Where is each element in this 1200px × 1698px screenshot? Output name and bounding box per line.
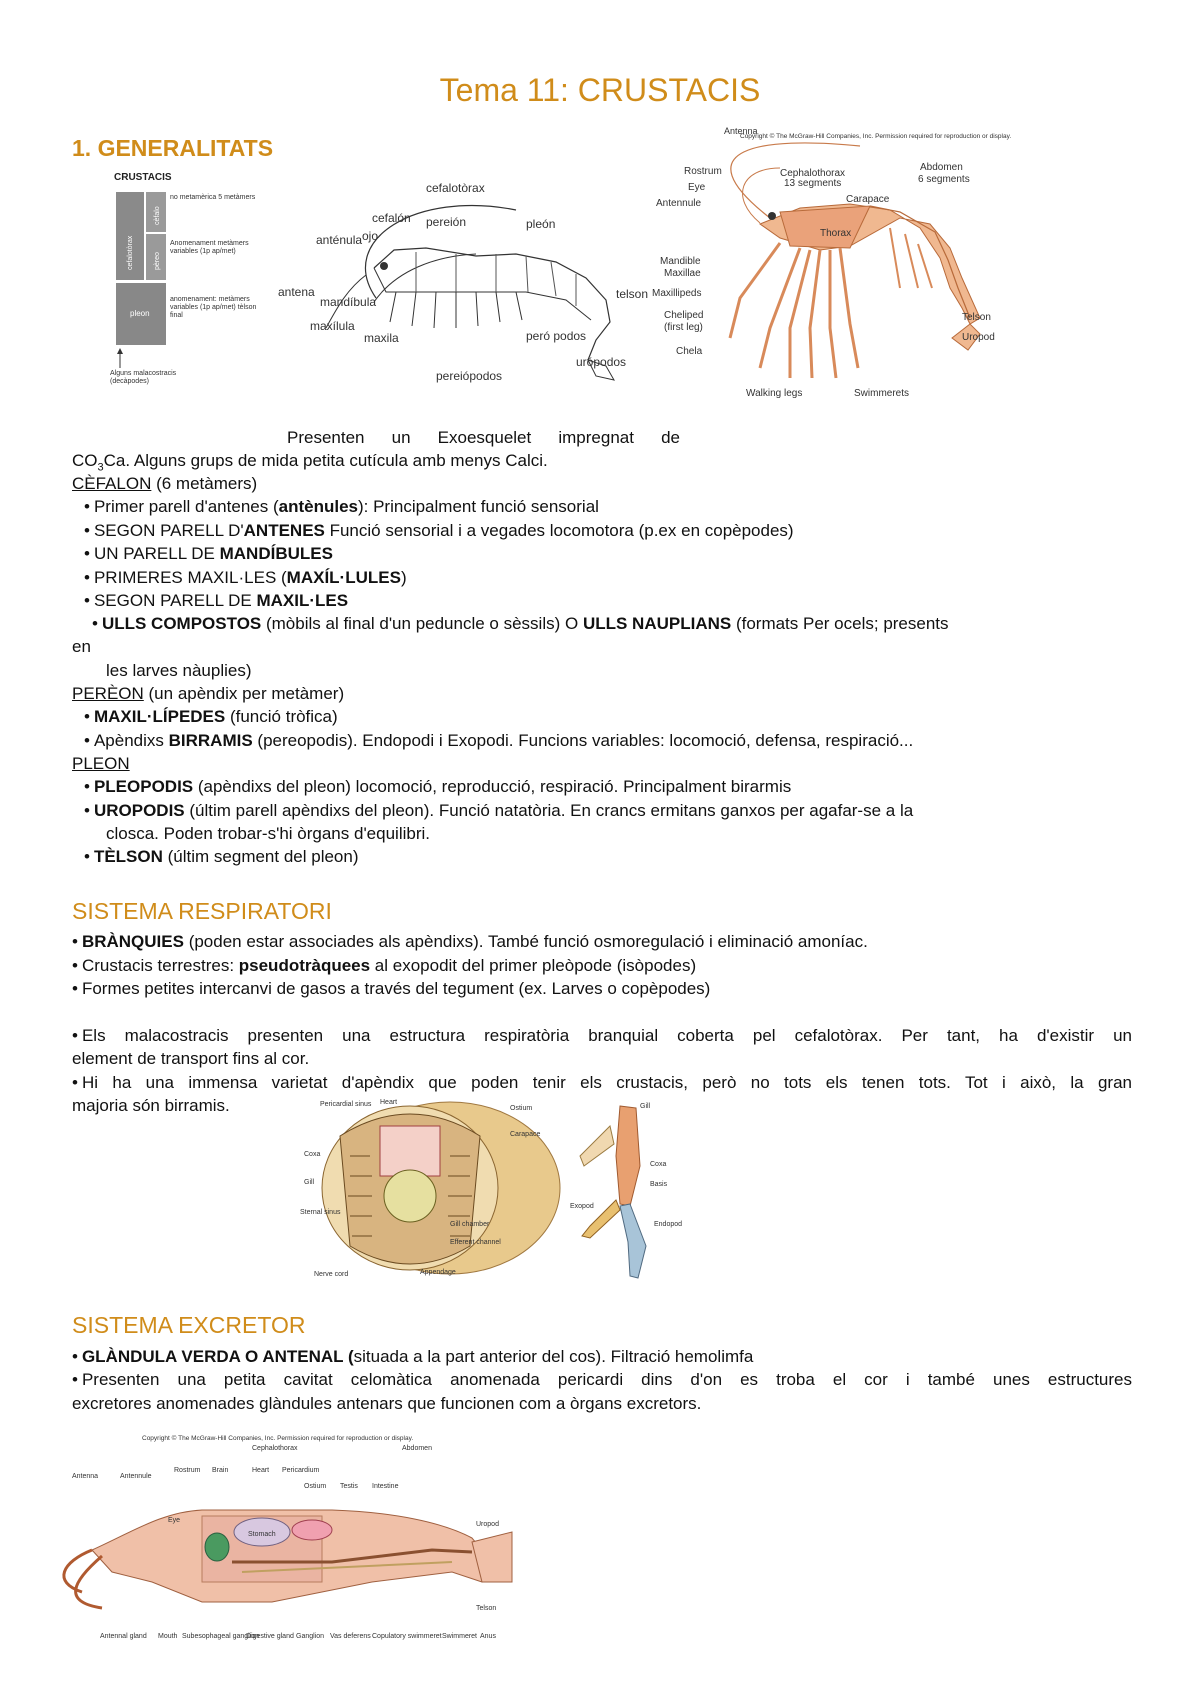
crayfish-label-copulatory: Copulatory swimmeret [372, 1633, 442, 1640]
app-label-basis: Basis [650, 1181, 668, 1188]
shrimp-label-abd-seg: 6 segments [918, 174, 970, 185]
crayfish-label-ganglion: Ganglion [296, 1633, 325, 1640]
shrimp-label-mandible: Mandible [660, 256, 701, 267]
gill-label-heart: Heart [380, 1099, 398, 1106]
crayfish-label-stomach: Stomach [248, 1531, 276, 1538]
crayfish-label-pericardium: Pericardium [282, 1467, 320, 1474]
gill-label-pericardial: Pericardial sinus [320, 1101, 372, 1108]
app-label-coxa: Coxa [650, 1161, 667, 1168]
label-cefalotorax: cefalotòrax [426, 181, 485, 195]
crayfish-label-swimmeret: Swimmeret [442, 1633, 478, 1640]
crayfish-label-antennal-gland: Antennal gland [100, 1633, 147, 1640]
cefalon-item-6-cont2: les larves nàuplies) [106, 661, 252, 680]
fig-table-cefalotorax: cefalotòrax [127, 235, 134, 270]
app-label-exopod: Exopod [570, 1203, 594, 1210]
crayfish-label-ostium: Ostium [304, 1483, 327, 1490]
shrimp-anatomy-figure [652, 126, 1100, 440]
shrimp-label-first-leg: (first leg) [664, 322, 703, 333]
gill-label-chamber: Gill chamber [450, 1221, 490, 1228]
page-title: Tema 11: CRUSTACIS [439, 72, 761, 108]
shrimp-label-walking-legs: Walking legs [746, 388, 803, 399]
resp-para-1-line-1: • Els malacostracis presenten una estructura respiratòria branquial coberta pel cefalotòrax. Per tant, ha d'existir un [72, 1024, 1132, 1047]
resp-item-3: • Formes petites intercanvi de gasos a través del tegument (ex. Larves o copèpodes) [72, 977, 710, 1000]
label-peropodos: peró podos [526, 329, 587, 343]
crayfish-copyright: Copyright © The McGraw-Hill Companies, Inc. Permission required for reproduction or display. [142, 1435, 414, 1442]
crayfish-label-heart: Heart [252, 1467, 270, 1474]
gill-label-gill: Gill [304, 1179, 315, 1186]
fig-table-note3: anomenament: metàmers variables (1p ap/met) tèlson final [170, 296, 257, 319]
crustacean-body-table-figure [108, 170, 268, 436]
resp-para-2-line-2: majoria són birramis. [72, 1096, 230, 1115]
crayfish-label-testis: Testis [340, 1483, 358, 1490]
pleon-item-2: • UROPODIS (últim parell apèndixs del pleon). Funció natatòria. En crancs ermitans ganxos per agafar-se a la [84, 799, 913, 822]
crayfish-label-telson: Telson [476, 1605, 497, 1612]
crayfish-label-vas: Vas deferens [330, 1633, 371, 1640]
label-uropodos: urópodos [576, 355, 627, 369]
cefalon-item-1: • Primer parell d'antenes (antènules): Principalment funció sensorial [84, 495, 599, 518]
resp-para-2-line-1: • Hi ha una immensa varietat d'apèndix que poden tenir els crustacis, però no tots els tenen tots. Tot i això, la gran [72, 1071, 1132, 1094]
label-mandibula: mandíbula [320, 295, 377, 309]
gill-label-efferent: Efferent channel [450, 1239, 501, 1246]
crayfish-label-anus: Anus [480, 1633, 496, 1640]
fig-table-note1: no metamèrica 5 metàmers [170, 194, 256, 201]
label-ojo: ojo [362, 229, 379, 243]
gill-label-sternal: Sternal sinus [300, 1209, 341, 1216]
crayfish-label-digestive: Digestive gland [246, 1633, 294, 1640]
label-antena: antena [278, 285, 315, 299]
cefalon-item-5: • SEGON PARELL DE MAXIL·LES [84, 589, 348, 612]
shrimp-label-thorax: Thorax [820, 228, 852, 239]
crayfish-label-cephalothorax: Cephalothorax [252, 1445, 298, 1452]
label-pleon: pleón [526, 217, 556, 231]
pleon-item-2-cont: closca. Poden trobar-s'hi òrgans d'equilibri. [106, 824, 430, 843]
label-cefalon: cefalón [372, 211, 411, 225]
label-pereion: pereión [426, 215, 467, 229]
pereon-item-2: • Apèndixs BIRRAMIS (pereopodis). Endopodi i Exopodi. Funcions variables: locomoció, defensa, respiració... [84, 729, 913, 752]
resp-para-1-line-2: element de transport fins al cor. [72, 1049, 310, 1068]
cefalon-item-6: • ULLS COMPOSTOS (mòbils al final d'un peduncle o sèssils) O ULLS NAUPLIANS (formats Per ocels; presents [92, 612, 949, 635]
crayfish-label-intestine: Intestine [372, 1483, 399, 1490]
label-pereiopodos: pereiópodos [436, 369, 503, 383]
shrimp-label-cheliped: Cheliped [664, 310, 704, 321]
pleon-item-3: • TÈLSON (últim segment del pleon) [84, 845, 359, 868]
crayfish-label-antenna: Antenna [72, 1473, 99, 1480]
shrimp-label-ceph-seg: 13 segments [784, 178, 842, 189]
excr-item-1: • GLÀNDULA VERDA O ANTENAL (situada a la part anterior del cos). Filtració hemolimfa [72, 1345, 753, 1368]
crayfish-label-antennule: Antennule [120, 1473, 152, 1480]
gill-label-ostium: Ostium [510, 1105, 533, 1112]
shrimp-label-antennule: Antennule [656, 198, 702, 209]
crayfish-internal-anatomy-figure [72, 1432, 522, 1648]
fig-table-bottom: Alguns malacostracis (decàpodes) [110, 370, 177, 385]
section-heading-excretor: SISTEMA EXCRETOR [72, 1312, 306, 1338]
shrimp-line-drawing-figure [276, 180, 672, 400]
shrimp-label-abdomen: Abdomen [920, 162, 963, 173]
gill-label-carapace: Carapace [510, 1131, 541, 1138]
gill-label-nerve: Nerve cord [314, 1271, 349, 1278]
crayfish-label-uropod: Uropod [476, 1521, 499, 1528]
app-label-endopod: Endopod [654, 1221, 683, 1228]
pereon-item-1: • MAXIL·LÍPEDES (funció tròfica) [84, 705, 338, 728]
shrimp-label-carapace: Carapace [846, 194, 890, 205]
crayfish-label-rostrum: Rostrum [174, 1467, 201, 1474]
resp-item-1: • BRÀNQUIES (poden estar associades als apèndixs). També funció osmoregulació i eliminació amoníac. [72, 930, 868, 953]
crayfish-label-mouth: Mouth [158, 1633, 178, 1640]
shrimp-label-cephalothorax: Cephalothorax [780, 168, 846, 179]
shrimp-label-eye: Eye [688, 182, 706, 193]
resp-item-2: • Crustacis terrestres: pseudotràquees al exopodit del primer pleòpode (isòpodes) [72, 954, 696, 977]
section-heading-generalitats: 1. GENERALITATS [72, 135, 274, 161]
excr-item-2-line-2: excretores anomenades glàndules antenars que funcionen com a òrgans excretors. [72, 1394, 702, 1413]
fig-table-cefalo: cèfalo [154, 206, 161, 225]
pereon-heading: PERÈON (un apèndix per metàmer) [72, 684, 345, 703]
shrimp-label-maxillae: Maxillae [664, 268, 701, 279]
shrimp-label-maxillipeds: Maxillipeds [652, 288, 702, 299]
label-maxila: maxila [364, 331, 399, 345]
intro-line-1: Presenten un Exoesquelet impregnat de [287, 428, 680, 447]
cefalon-item-3: • UN PARELL DE MANDÍBULES [84, 542, 333, 565]
shrimp-copyright: Copyright © The McGraw-Hill Companies, Inc. Permission required for reproduction or display. [740, 133, 1012, 140]
shrimp-label-rostrum: Rostrum [684, 166, 722, 177]
pleon-heading: PLEON [72, 754, 130, 773]
label-maxilula: maxílula [310, 319, 355, 333]
shrimp-label-swimmerets: Swimmerets [854, 388, 910, 399]
shrimp-label-telson: Telson [962, 312, 991, 323]
intro-line-2: $CO_3Ca$. Alguns grups de mida petita cutícula amb menys Calci. [72, 451, 548, 474]
cefalon-item-2: • SEGON PARELL D'ANTENES Funció sensorial i a vegades locomotora (p.ex en copèpodes) [84, 519, 794, 542]
gill-label-coxa: Coxa [304, 1151, 321, 1158]
crayfish-label-eye: Eye [168, 1517, 181, 1524]
crayfish-label-subesophageal: Subesophageal ganglion [182, 1633, 260, 1640]
cefalon-item-6-cont: en [72, 637, 91, 656]
cefalon-heading: CÈFALON (6 metàmers) [72, 474, 258, 493]
fig-table-pereo: pèreo [154, 252, 161, 270]
label-antenula: anténula [316, 233, 363, 247]
crayfish-label-brain: Brain [212, 1467, 229, 1474]
biramous-appendage-figure [570, 1096, 694, 1284]
fig-table-pleon: pleon [130, 309, 150, 318]
gill-cross-section-figure [300, 1096, 565, 1284]
app-label-gill: Gill [640, 1103, 651, 1110]
fig-table-header: CRUSTACIS [114, 172, 172, 183]
excr-item-2-line-1: • Presenten una petita cavitat celomàtica anomenada pericardi dins d'on es troba el cor i també unes estructures [72, 1368, 1132, 1391]
shrimp-label-uropod: Uropod [962, 332, 995, 343]
gill-label-appendage: Appendage [420, 1269, 456, 1276]
label-telson: telson [616, 287, 649, 301]
shrimp-label-chela: Chela [676, 346, 703, 357]
section-heading-respiratori: SISTEMA RESPIRATORI [72, 898, 332, 924]
pleon-item-1: • PLEOPODIS (apèndixs del pleon) locomoció, reproducció, respiració. Principalment birarmis [84, 775, 791, 798]
crayfish-label-abdomen: Abdomen [402, 1445, 432, 1452]
cefalon-item-4: • PRIMERES MAXIL·LES (MAXÍL·LULES) [84, 566, 407, 589]
fig-table-note2: Anomenament metàmers variables (1p ap/met) [170, 240, 249, 255]
shrimp-label-antenna: Antenna [724, 126, 758, 136]
